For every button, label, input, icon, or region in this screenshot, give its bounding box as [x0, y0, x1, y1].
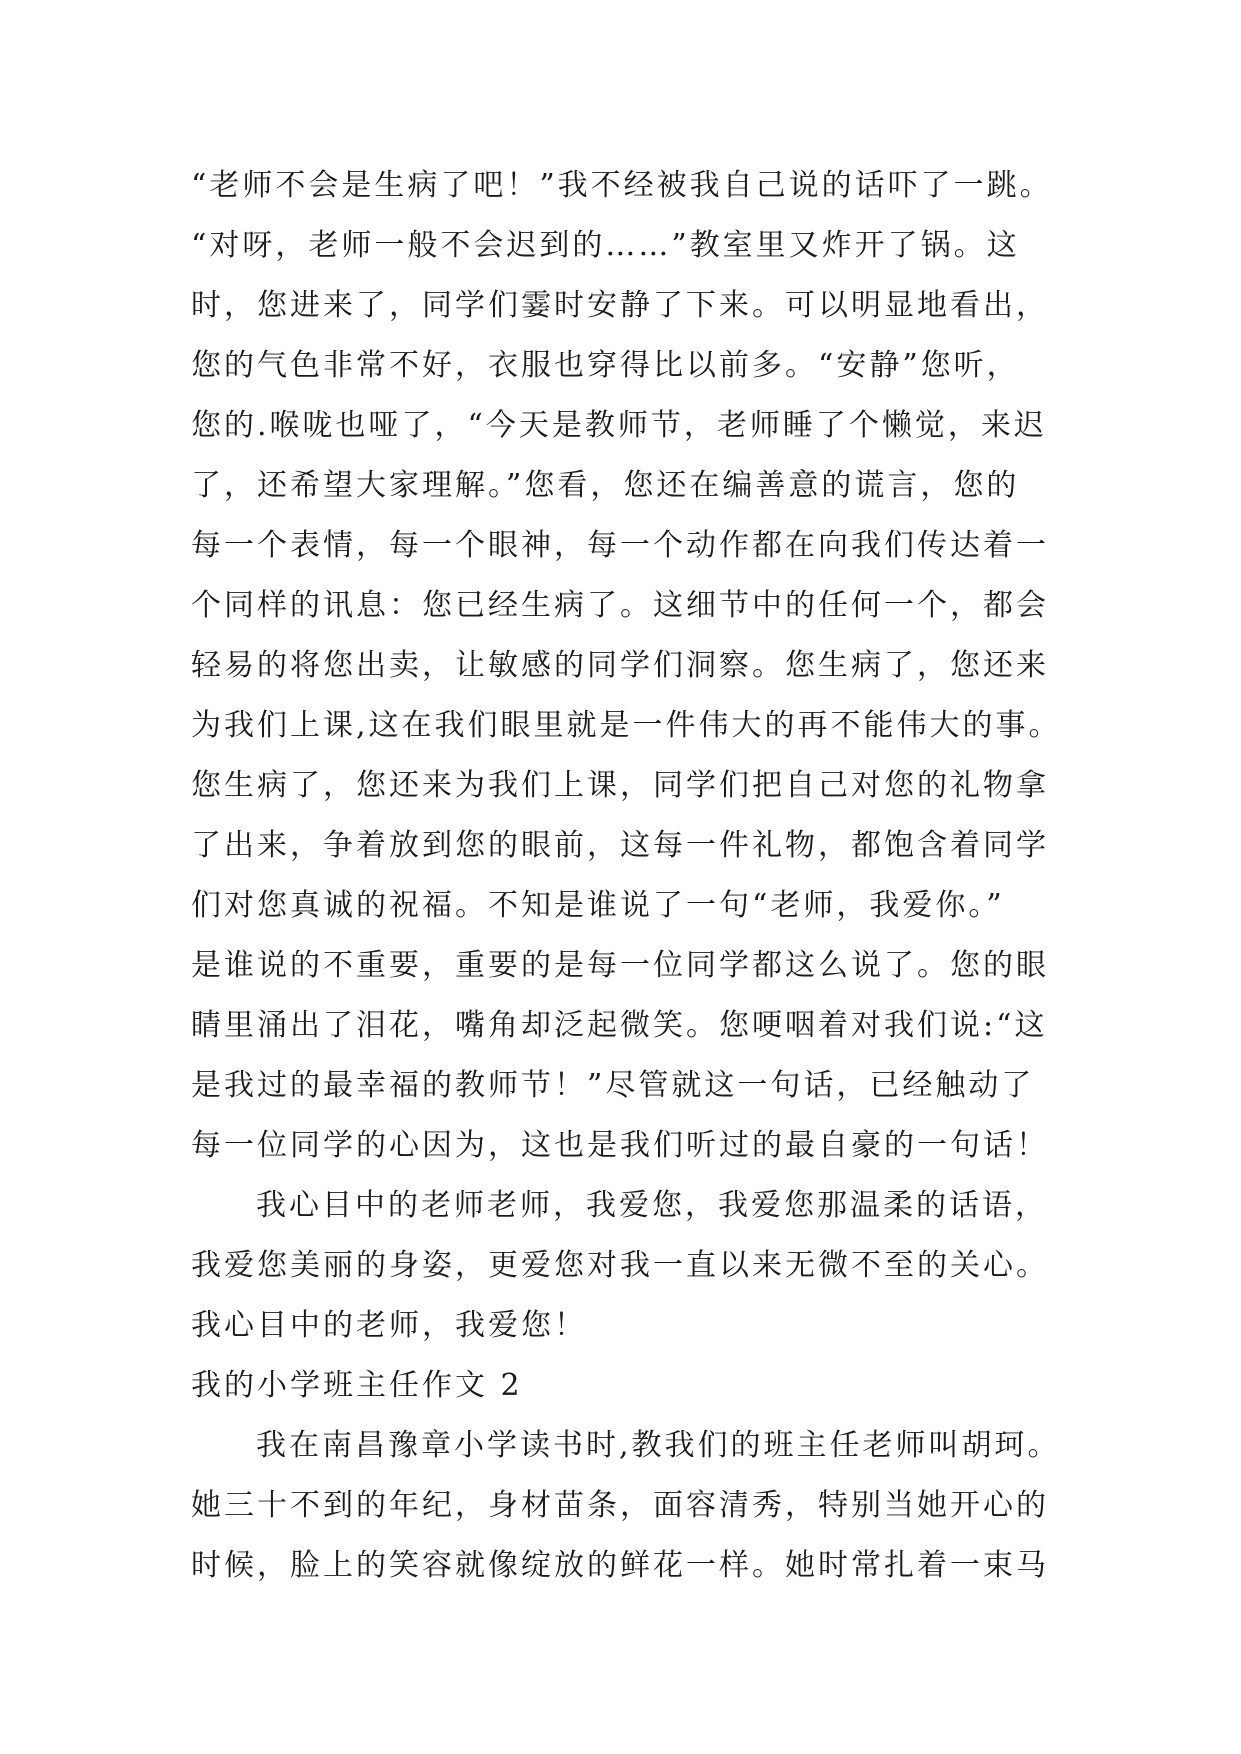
text-line: 个同样的讯息：您已经生病了。这细节中的任何一个，都会 — [191, 588, 1049, 623]
text-line: 她三十不到的年纪，身材苗条，面容清秀，特别当她开心的 — [191, 1488, 1049, 1523]
text-line: 睛里涌出了泪花，嘴角却泛起微笑。您哽咽着对我们说:“这 — [191, 1008, 1048, 1043]
text-line: 了，还希望大家理解。”您看，您还在编善意的谎言，您的 — [191, 468, 1020, 503]
text-line: 轻易的将您出卖，让敏感的同学们洞察。您生病了，您还来 — [191, 648, 1049, 683]
text-line: 我在南昌豫章小学读书时,教我们的班主任老师叫胡珂。 — [256, 1428, 1061, 1463]
text-line: 为我们上课,这在我们眼里就是一件伟大的再不能伟大的事。 — [191, 708, 1062, 743]
text-line: 是我过的最幸福的教师节！”尽管就这一句话，已经触动了 — [191, 1068, 1035, 1103]
text-line: 我心目中的老师，我爱您！ — [191, 1308, 587, 1343]
text-line: 每一个表情，每一个眼神，每一个动作都在向我们传达着一 — [191, 528, 1049, 563]
text-line: 是谁说的不重要，重要的是每一位同学都这么说了。您的眼 — [191, 948, 1049, 983]
section-heading: 我的小学班主任作文 2 — [191, 1368, 523, 1403]
text-line: 您生病了，您还来为我们上课，同学们把自己对您的礼物拿 — [191, 768, 1049, 803]
text-line: 时候，脸上的笑容就像绽放的鲜花一样。她时常扎着一束马 — [191, 1548, 1049, 1583]
text-line: 您的.喉咙也哑了，“今天是教师节，老师睡了个懒觉，来迟 — [191, 408, 1047, 443]
text-line: “老师不会是生病了吧！”我不经被我自己说的话吓了一跳。 — [191, 168, 1053, 203]
text-line: 我心目中的老师老师，我爱您，我爱您那温柔的话语， — [256, 1188, 1048, 1223]
text-line: 我爱您美丽的身姿，更爱您对我一直以来无微不至的关心。 — [191, 1248, 1049, 1283]
text-line: “对呀，老师一般不会迟到的……”教室里又炸开了锅。这 — [191, 228, 1020, 263]
text-line: 每一位同学的心因为，这也是我们听过的最自豪的一句话！ — [191, 1128, 1049, 1163]
text-line: 们对您真诚的祝福。不知是谁说了一句“老师，我爱你。” — [191, 888, 1005, 923]
text-line: 时，您进来了，同学们霎时安静了下来。可以明显地看出， — [191, 288, 1049, 323]
text-line: 了出来，争着放到您的眼前，这每一件礼物，都饱含着同学 — [191, 828, 1049, 863]
text-line: 您的气色非常不好，衣服也穿得比以前多。“安静”您听， — [191, 348, 1020, 383]
